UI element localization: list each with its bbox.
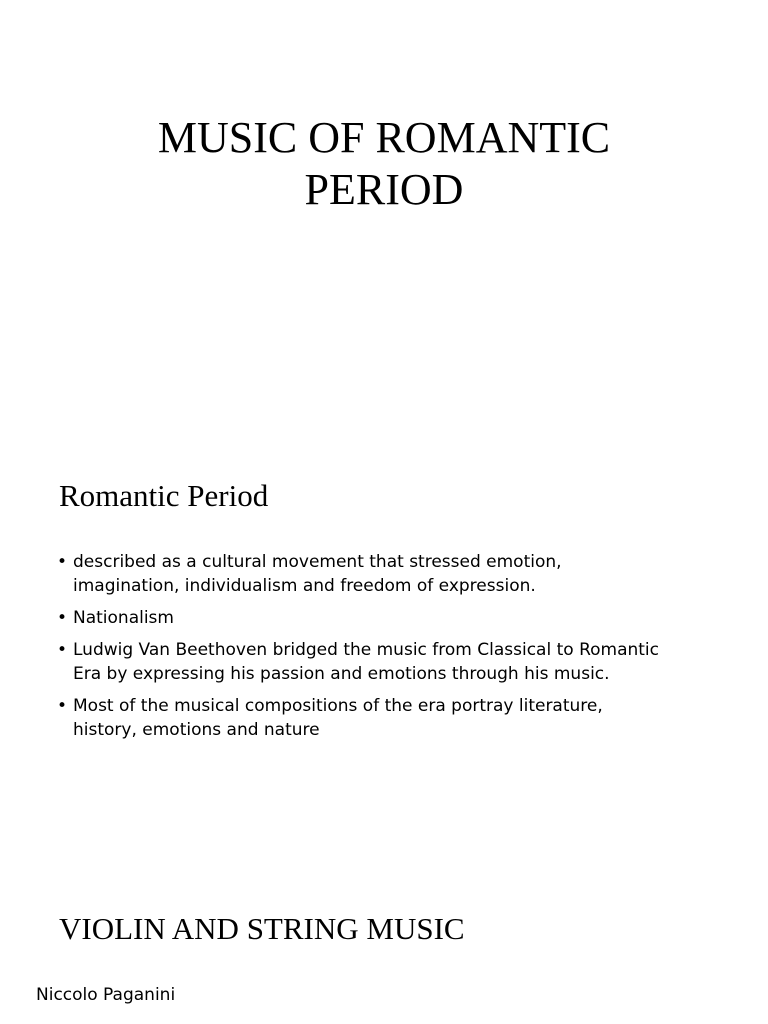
bullet-item bbox=[57, 694, 737, 742]
bullet-text-line: Nationalism bbox=[73, 608, 174, 628]
violin-music-heading: VIOLIN AND STRING MUSIC bbox=[59, 911, 465, 946]
bullet-text-line: Most of the musical compositions of the era portray literature, bbox=[73, 696, 603, 716]
romantic-period-bullet-list bbox=[57, 550, 737, 750]
bullet-text-line: history, emotions and nature bbox=[73, 720, 320, 740]
slide-title bbox=[0, 112, 768, 216]
bullet-dot-icon: • bbox=[57, 640, 68, 660]
bullet-dot-icon: • bbox=[57, 552, 68, 572]
bullet-dot-icon: • bbox=[57, 696, 68, 716]
bullet-text-line: Era by expressing his passion and emotions through his music. bbox=[73, 664, 610, 684]
bullet-text-line: Ludwig Van Beethoven bridged the music from Classical to Romantic bbox=[73, 640, 660, 660]
romantic-period-heading: Romantic Period bbox=[59, 478, 269, 513]
person-name: Niccolo Paganini bbox=[36, 985, 176, 1005]
bullet-text-line: described as a cultural movement that stressed emotion, bbox=[73, 552, 562, 572]
bullet-dot-icon: • bbox=[57, 608, 68, 628]
bullet-item bbox=[57, 550, 737, 598]
slide-title-line: MUSIC OF ROMANTIC bbox=[157, 113, 611, 162]
bullet-item bbox=[57, 638, 737, 686]
bullet-text-line: imagination, individualism and freedom of expression. bbox=[73, 576, 536, 596]
bullet-item bbox=[57, 606, 737, 630]
slide-title-line: PERIOD bbox=[304, 165, 464, 214]
